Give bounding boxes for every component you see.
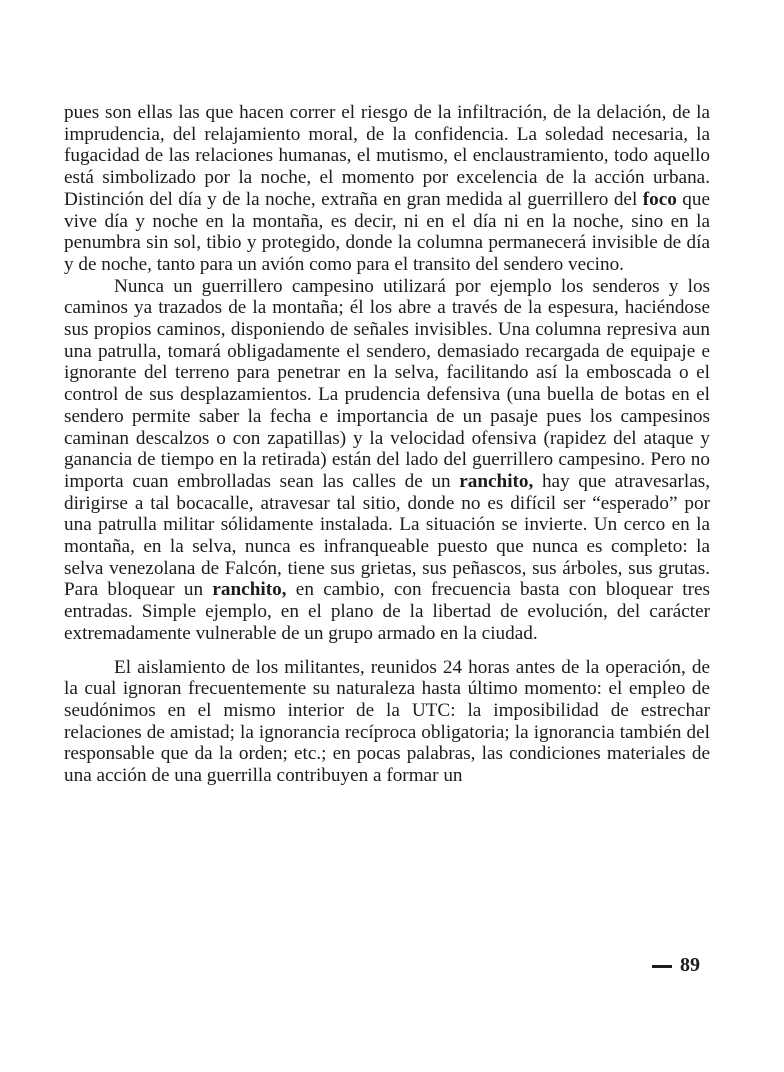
paragraph-3: El aislamiento de los militantes, reunidos 24 horas antes de la operación, de la cual ignoran frecuentemente su naturaleza hasta último momento: el empleo de seudónimos en el mismo interior de la UTC: la imposibilidad de estrechar relaciones de amistad; la ignorancia recíproca obligatoria; la ignorancia también del responsable que da la orden; etc.; en pocas palabras, las condiciones materiales de una acción de una guerrilla contribuyen a formar un: [64, 656, 710, 787]
folio-dash: [652, 965, 672, 968]
bold-term-ranchito: ranchito,: [212, 579, 287, 601]
page-text: [64, 102, 710, 787]
paragraph-1: pues son ellas las que hacen correr el riesgo de la infiltración, de la delación, de la imprudencia, del relajamiento moral, de la confidencia. La soledad necesaria, la fugacidad de las relaciones humanas, el mutismo, el enclaustramiento, todo aquello está simbolizado por la noche, el momento por excelencia de la acción urbana. Distinción del día y de la noche, extraña en gran medida al guerrillero del foco que vive día y noche en la montaña, es decir, ni en el día ni en la noche, sino en la penumbra sin sol, tibio y protegido, donde la columna permanecerá invisible de día y de noche, tanto para un avión como para el transito del sendero vecino.: [64, 102, 710, 275]
page-number: 89: [652, 954, 700, 977]
bold-term-ranchito: ranchito,: [459, 470, 534, 492]
bold-term-foco: foco: [642, 188, 677, 210]
paragraph-2: Nunca un guerrillero campesino utilizará por ejemplo los senderos y los caminos ya trazados de la montaña; él los abre a través de la espesura, haciéndose sus propios caminos, disponiendo de señales invisibles. Una columna represiva aun una patrulla, tomará obligadamente el sendero, demasiado recargada de equipaje e ignorante del terreno para penetrar en la selva, facilitando así la emboscada o el control de sus desplazamientos. La prudencia defensiva (una buella de botas en el sendero permite saber la fecha e importancia de un pasaje pues los campesinos caminan descalzos o con zapatillas) y la velocidad ofensiva (rapidez del ataque y ganancia de tiempo en la retirada) están del lado del guerrillero campesino. Pero no importa cuan embrolladas sean las calles de un ranchito, hay que atravesarlas, dirigirse a tal bocacalle, atravesar tal sitio, donde no es difícil ser “esperado” por una patrulla militar sólidamente instalada. La situación se invierte. Un cerco en la montaña, en la selva, nunca es infranqueable puesto que nunca es completo: la selva venezolana de Falcón, tiene sus grietas, sus peñascos, sus árboles, sus grutas. Para bloquear un ranchito, en cambio, con frecuencia basta con bloquear tres entradas. Simple ejemplo, en el plano de la libertad de evolución, del carácter extremadamente vulnerable de un grupo armado en la ciudad.: [64, 275, 710, 644]
